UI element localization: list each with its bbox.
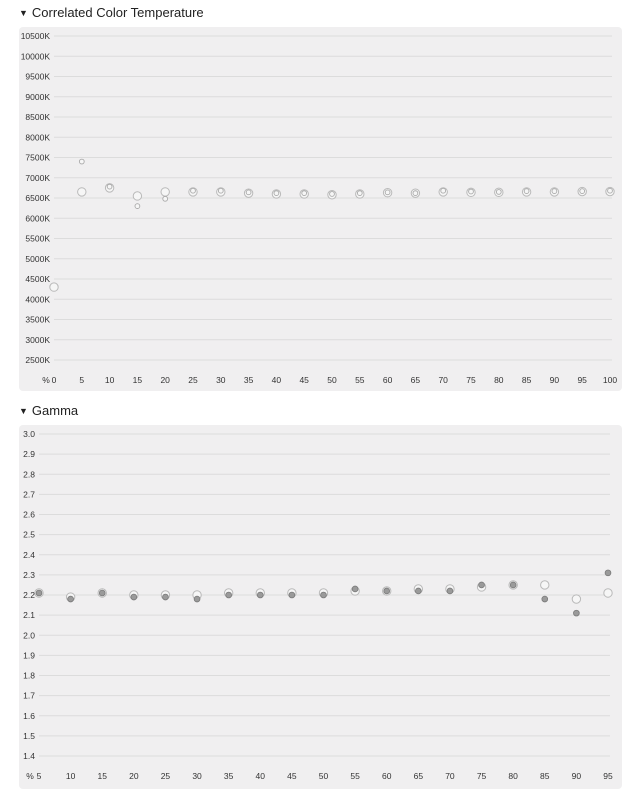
gamma-section-title: Gamma xyxy=(31,403,79,418)
y-tick-label: 4500K xyxy=(25,274,50,284)
data-point xyxy=(510,582,516,588)
x-tick-label: 5 xyxy=(36,771,42,781)
x-tick-label: 65 xyxy=(413,771,424,781)
gamma-section-header[interactable] xyxy=(19,403,78,418)
x-tick-label: 30 xyxy=(192,771,202,781)
y-tick-label: 2.8 xyxy=(23,469,35,480)
cct-chart xyxy=(19,27,622,391)
data-point xyxy=(469,189,474,194)
x-axis-label: % xyxy=(26,771,34,781)
x-tick-label: 65 xyxy=(410,375,421,385)
y-tick-label: 2.6 xyxy=(23,509,35,520)
x-tick-label: 35 xyxy=(243,375,254,385)
data-point xyxy=(79,159,84,164)
x-tick-label: 85 xyxy=(540,771,550,781)
x-tick-label: 85 xyxy=(521,375,532,385)
data-point xyxy=(99,590,105,596)
x-tick-label: 40 xyxy=(271,375,282,385)
y-tick-label: 5000K xyxy=(25,253,50,264)
x-tick-label: 5 xyxy=(79,375,85,385)
y-tick-label: 8500K xyxy=(25,112,50,122)
data-point xyxy=(321,592,327,598)
data-point xyxy=(133,192,141,200)
data-point xyxy=(78,188,86,196)
data-point xyxy=(542,596,548,602)
data-point xyxy=(289,592,295,598)
x-tick-label: 20 xyxy=(129,771,139,781)
gamma-chart-panel xyxy=(19,425,622,789)
data-point xyxy=(131,594,137,600)
x-tick-label: 80 xyxy=(494,375,504,385)
y-tick-label: 2500K xyxy=(25,355,50,365)
y-tick-label: 6000K xyxy=(25,213,50,224)
x-tick-label: 75 xyxy=(466,375,476,385)
data-point xyxy=(413,191,418,196)
x-tick-label: 35 xyxy=(223,771,234,781)
data-point xyxy=(580,189,585,194)
data-point xyxy=(541,581,549,589)
x-tick-label: 15 xyxy=(132,375,143,385)
x-tick-label: 50 xyxy=(318,771,329,781)
y-tick-label: 1.7 xyxy=(23,690,35,701)
data-point xyxy=(573,610,579,616)
x-tick-label: 0 xyxy=(51,375,57,385)
x-axis-label: % xyxy=(42,375,50,385)
y-tick-label: 1.6 xyxy=(23,710,35,721)
x-tick-label: 60 xyxy=(381,771,392,781)
data-point xyxy=(415,588,421,594)
y-tick-label: 2.2 xyxy=(23,590,35,600)
x-tick-label: 55 xyxy=(350,771,360,781)
data-point xyxy=(107,184,112,189)
x-tick-label: 20 xyxy=(160,375,170,385)
data-point xyxy=(479,582,485,588)
x-tick-label: 95 xyxy=(603,771,613,781)
data-point xyxy=(226,592,232,598)
data-point xyxy=(352,586,358,592)
y-tick-label: 9500K xyxy=(25,71,50,82)
x-tick-label: 90 xyxy=(571,771,582,781)
data-point xyxy=(552,189,557,194)
data-point xyxy=(68,596,74,602)
x-tick-label: 15 xyxy=(97,771,107,781)
x-tick-label: 60 xyxy=(382,375,393,385)
data-point xyxy=(274,191,279,196)
data-point xyxy=(330,192,335,197)
x-tick-label: 50 xyxy=(327,375,337,385)
y-tick-label: 2.5 xyxy=(23,529,35,540)
data-point xyxy=(447,588,453,594)
x-tick-label: 95 xyxy=(577,375,587,385)
data-point xyxy=(608,188,613,193)
y-tick-label: 10000K xyxy=(20,51,50,62)
data-point xyxy=(605,570,611,576)
data-point xyxy=(50,283,58,291)
x-tick-label: 45 xyxy=(299,375,309,385)
data-point xyxy=(384,588,390,594)
y-tick-label: 8000K xyxy=(25,132,50,143)
data-point xyxy=(441,188,446,193)
x-tick-label: 70 xyxy=(438,375,448,385)
y-tick-label: 1.9 xyxy=(23,650,35,661)
y-tick-label: 2.7 xyxy=(23,489,35,500)
y-tick-label: 1.8 xyxy=(23,670,35,681)
y-tick-label: 2.3 xyxy=(23,569,35,580)
y-tick-label: 2.9 xyxy=(23,449,35,460)
y-tick-label: 10500K xyxy=(20,31,50,41)
y-tick-label: 6500K xyxy=(25,193,50,203)
data-point xyxy=(302,191,307,196)
y-tick-label: 2.1 xyxy=(23,610,35,621)
x-tick-label: 40 xyxy=(255,771,266,781)
y-tick-label: 7500K xyxy=(25,152,50,163)
data-point xyxy=(135,204,140,209)
x-tick-label: 25 xyxy=(188,375,198,385)
cct-section-header[interactable] xyxy=(19,5,204,20)
data-point xyxy=(572,595,580,603)
data-point xyxy=(191,188,196,193)
x-tick-label: 80 xyxy=(508,771,518,781)
cct-chart-panel xyxy=(19,27,622,391)
data-point xyxy=(385,190,390,195)
x-tick-label: 10 xyxy=(65,771,76,781)
x-tick-label: 75 xyxy=(476,771,487,781)
data-point xyxy=(161,188,169,196)
data-point xyxy=(36,590,42,596)
data-point xyxy=(163,196,168,201)
x-tick-label: 10 xyxy=(104,375,115,385)
y-tick-label: 3500K xyxy=(25,314,50,325)
x-tick-label: 45 xyxy=(287,771,297,781)
data-point xyxy=(524,189,529,194)
data-point xyxy=(357,191,362,196)
y-tick-label: 2.4 xyxy=(23,549,35,560)
x-tick-label: 90 xyxy=(549,375,560,385)
y-tick-label: 9000K xyxy=(25,91,50,102)
x-tick-label: 100 xyxy=(602,375,618,385)
data-point xyxy=(496,190,501,195)
y-tick-label: 7000K xyxy=(25,172,50,183)
collapse-triangle-icon[interactable]: ▼ xyxy=(19,405,28,416)
y-tick-label: 1.4 xyxy=(23,751,35,761)
x-tick-label: 70 xyxy=(445,771,455,781)
data-point xyxy=(604,589,612,597)
y-tick-label: 3.0 xyxy=(23,429,35,439)
y-tick-label: 5500K xyxy=(25,233,50,244)
gamma-chart xyxy=(19,425,622,789)
y-tick-label: 4000K xyxy=(25,294,50,305)
data-point xyxy=(163,594,169,600)
y-tick-label: 3000K xyxy=(25,334,50,345)
y-tick-label: 1.5 xyxy=(23,730,35,741)
x-tick-label: 55 xyxy=(355,375,365,385)
data-point xyxy=(194,596,200,602)
x-tick-label: 25 xyxy=(160,771,171,781)
x-tick-label: 30 xyxy=(216,375,226,385)
y-tick-label: 2.0 xyxy=(23,630,35,641)
collapse-triangle-icon[interactable]: ▼ xyxy=(19,7,28,18)
data-point xyxy=(218,188,223,193)
data-point xyxy=(257,592,263,598)
cct-section-title: Correlated Color Temperature xyxy=(31,5,204,20)
data-point xyxy=(246,190,251,195)
